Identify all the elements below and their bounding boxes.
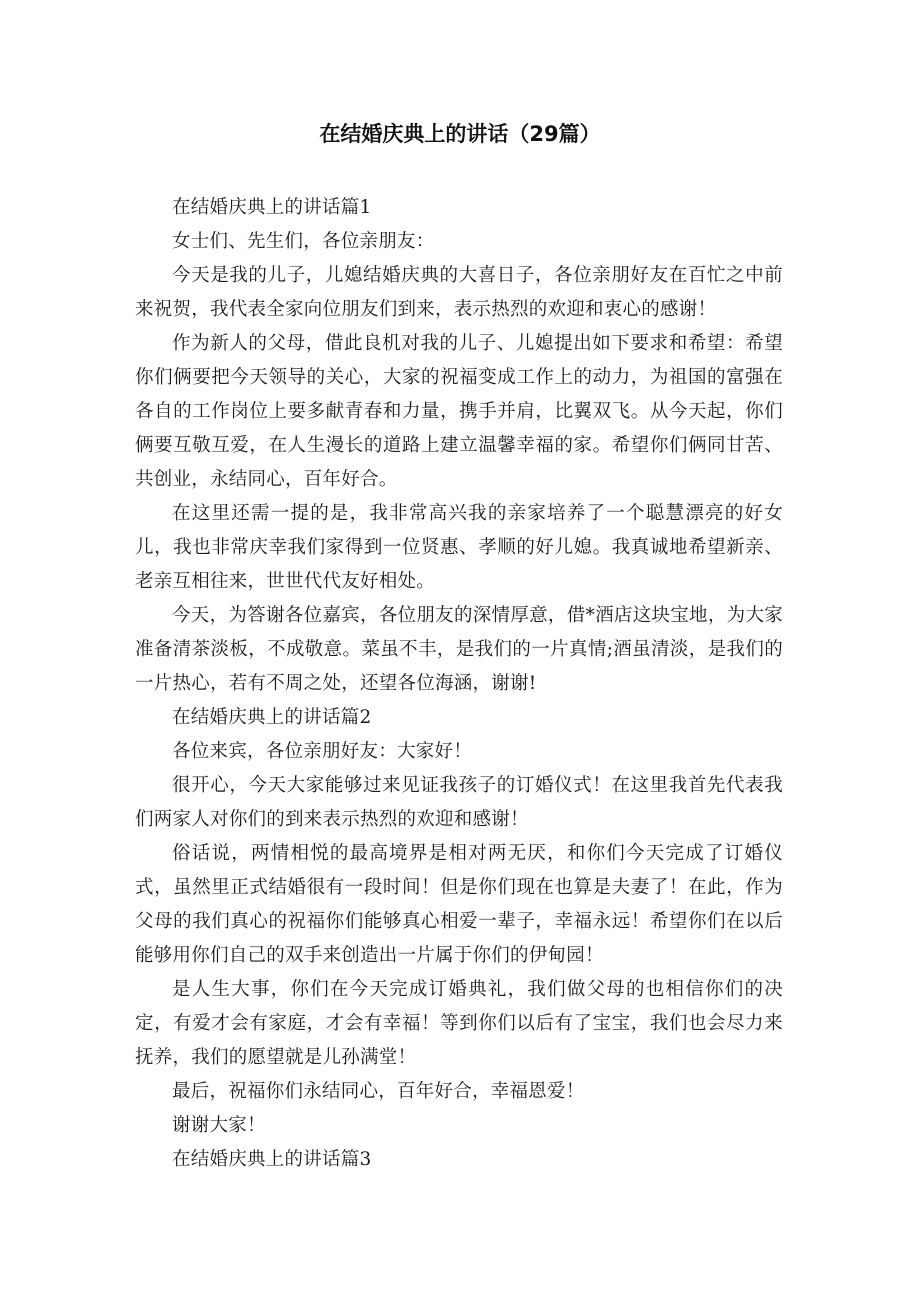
document-title: 在结婚庆典上的讲话（29篇）: [319, 122, 601, 146]
paragraph: 谢谢大家！: [172, 1115, 266, 1136]
document-body: [135, 191, 783, 1177]
paragraph: 在这里还需一提的是，我非常高兴我的亲家培养了一个聪慧漂亮的好女儿，我也非常庆幸我们家得到一位贤惠、孝顺的好儿媳。我真诚地希望新亲、老亲互相往来，世世代代友好相处。: [135, 503, 783, 592]
paragraph: 女士们、先生们，各位亲朋友：: [172, 231, 435, 252]
paragraph: 最后，祝福你们永结同心，百年好合，幸福恩爱！: [172, 1081, 585, 1102]
paragraph: 今天是我的儿子，儿媳结婚庆典的大喜日子，各位亲朋好友在百忙之中前来祝贺，我代表全家向位朋友们到来，表示热烈的欢迎和衷心的感谢！: [135, 265, 783, 320]
paragraph: 很开心，今天大家能够过来见证我孩子的订婚仪式！在这里我首先代表我们两家人对你们的到来表示热烈的欢迎和感谢！: [135, 775, 783, 830]
section-heading: 在结婚庆典上的讲话篇3: [172, 1149, 372, 1170]
section-heading: 在结婚庆典上的讲话篇2: [172, 707, 372, 728]
paragraph: 俗话说，两情相悦的最高境界是相对两无厌，和你们今天完成了订婚仪式，虽然里正式结婚很有一段时间！但是你们现在也算是夫妻了！在此，作为父母的我们真心的祝福你们能够真心相爱一辈子，幸福永远！希望你们在以后能够用你们自己的双手来创造出一片属于你们的伊甸园！: [135, 843, 783, 966]
paragraph: 作为新人的父母，借此良机对我的儿子、儿媳提出如下要求和希望：希望你们俩要把今天领导的关心，大家的祝福变成工作上的动力，为祖国的富强在各自的工作岗位上要多献青春和力量，携手并肩，比翼双飞。从今天起，你们俩要互敬互爱，在人生漫长的道路上建立温馨幸福的家。希望你们俩同甘苦、共创业，永结同心，百年好合。: [135, 333, 783, 490]
paragraph: 今天，为答谢各位嘉宾，各位朋友的深情厚意，借*酒店这块宝地，为大家准备清茶淡板，不成敬意。菜虽不丰，是我们的一片真情;酒虽清淡，是我们的一片热心，若有不周之处，还望各位海涵，谢谢!: [135, 605, 783, 694]
section-heading: 在结婚庆典上的讲话篇1: [172, 197, 372, 218]
paragraph: 是人生大事，你们在今天完成订婚典礼，我们做父母的也相信你们的决定，有爱才会有家庭，才会有幸福！等到你们以后有了宝宝，我们也会尽力来抚养，我们的愿望就是儿孙满堂！: [135, 979, 783, 1068]
paragraph: 各位来宾，各位亲朋好友：大家好！: [172, 741, 473, 762]
